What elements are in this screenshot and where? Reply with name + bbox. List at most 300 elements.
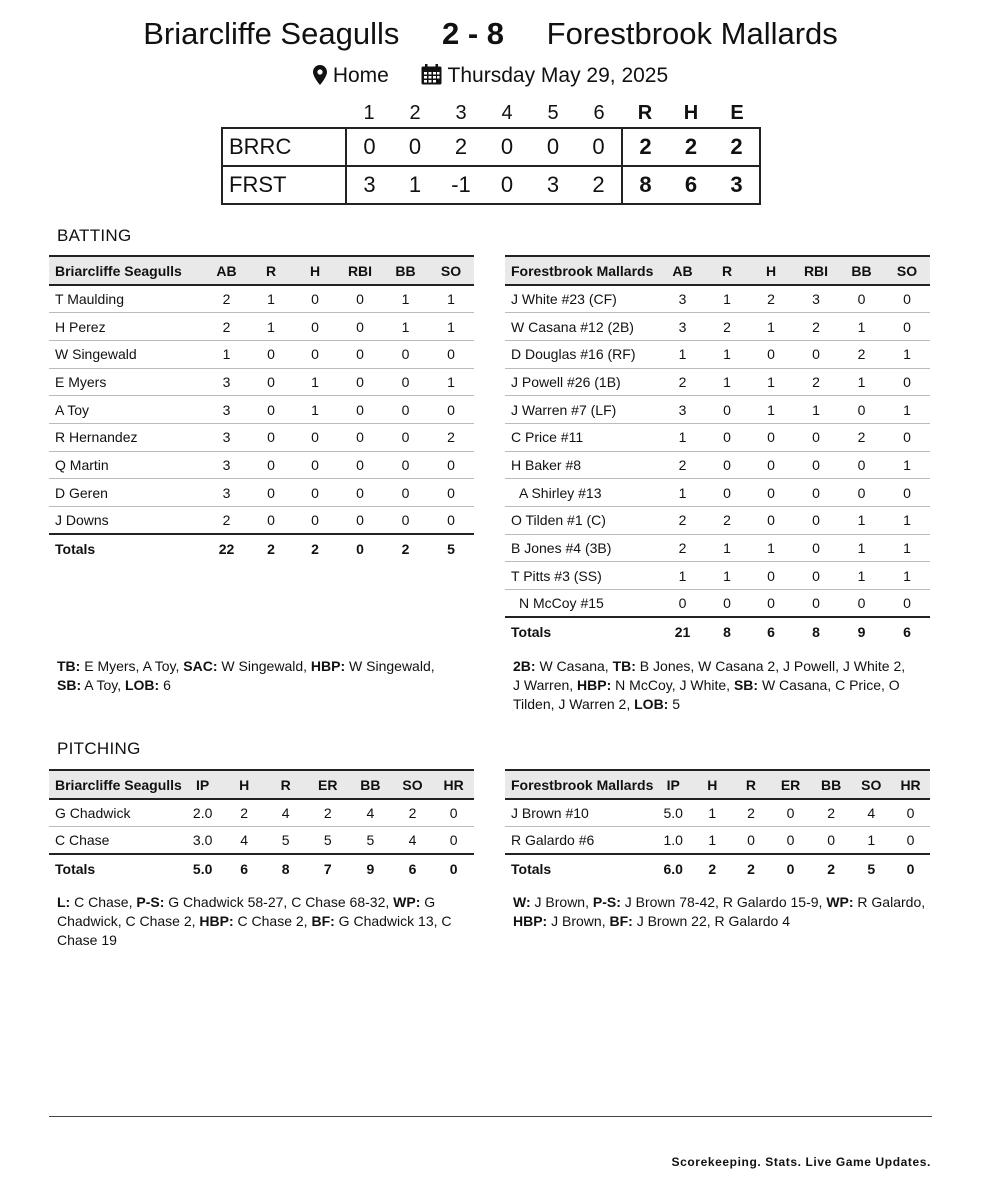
player-name: H Baker #8 <box>505 451 660 479</box>
linescore-errors: 2 <box>714 128 760 166</box>
table-row <box>505 799 930 827</box>
player-name: J Warren #7 (LF) <box>505 396 660 424</box>
stat-cell: 2 <box>749 285 793 313</box>
totals-cell: 8 <box>281 860 290 877</box>
table-row <box>505 451 930 479</box>
stat-cell: 0 <box>249 423 293 451</box>
stat-cell: 2 <box>793 368 839 396</box>
column-header: H <box>223 770 264 799</box>
note-key: LOB: <box>124 677 160 693</box>
note-key: P-S: <box>592 894 621 910</box>
stat-cell: 0 <box>793 451 839 479</box>
linescore-inning: 3 <box>530 166 576 204</box>
stat-cell: 1 <box>693 799 732 827</box>
stat-cell: 0 <box>891 799 930 827</box>
stat-cell: 0 <box>884 313 930 341</box>
totals-cell: 5.0 <box>192 860 213 877</box>
stat-cell: 2 <box>660 534 705 562</box>
note-key: TB: <box>57 658 81 674</box>
stat-cell: 1 <box>660 562 705 590</box>
note-value: J Brown, <box>530 894 593 910</box>
linescore-inning: 0 <box>392 128 438 166</box>
note-key: P-S: <box>136 894 165 910</box>
stat-cell: 0 <box>383 340 428 368</box>
pitching-table-home <box>505 769 930 882</box>
linescore-header: 6 <box>593 102 605 124</box>
note-key: HBP: <box>310 658 346 674</box>
player-name: D Geren <box>49 479 204 507</box>
batting-table-away <box>49 255 474 562</box>
stat-cell: 4 <box>265 799 306 827</box>
column-header: IP <box>182 770 224 799</box>
stat-cell: 0 <box>732 827 771 855</box>
stat-cell: 1 <box>383 313 428 341</box>
stat-cell: 0 <box>749 479 793 507</box>
column-header: RBI <box>793 256 839 285</box>
linescore-runs: 2 <box>622 128 668 166</box>
stat-cell: 1 <box>793 396 839 424</box>
stat-cell: 0 <box>839 479 884 507</box>
note-key: BF: <box>609 913 633 929</box>
table-row <box>49 285 474 313</box>
player-name: J Brown #10 <box>505 799 653 827</box>
table-row <box>49 368 474 396</box>
note-value: E Myers, A Toy, <box>80 658 184 674</box>
note-key: SAC: <box>183 658 218 674</box>
note-value: R Galardo, <box>853 894 926 910</box>
stat-cell: 1 <box>705 340 749 368</box>
linescore-table <box>221 100 761 205</box>
linescore-inning: 2 <box>438 128 484 166</box>
stat-cell: 0 <box>428 507 474 535</box>
stat-cell: 0 <box>749 451 793 479</box>
stat-cell: 0 <box>749 340 793 368</box>
note-value: 6 <box>159 677 171 693</box>
player-name: H Perez <box>49 313 204 341</box>
stat-cell: 0 <box>891 827 930 855</box>
home-team-name: Forestbrook Mallards <box>546 16 838 51</box>
stat-cell: 0 <box>249 479 293 507</box>
column-header: ER <box>306 770 349 799</box>
stat-cell: 1 <box>884 562 930 590</box>
column-header: R <box>705 256 749 285</box>
table-row <box>49 827 474 855</box>
player-name: J Downs <box>49 507 204 535</box>
column-header: SO <box>851 770 891 799</box>
stat-cell: 1 <box>428 285 474 313</box>
linescore-hits: 2 <box>668 128 714 166</box>
player-name: A Toy <box>49 396 204 424</box>
player-name: A Shirley #13 <box>505 479 660 507</box>
stat-cell: 3 <box>204 396 249 424</box>
stat-cell: 0 <box>749 562 793 590</box>
stat-cell: 1 <box>428 368 474 396</box>
stat-cell: 1 <box>293 368 337 396</box>
stat-cell: 0 <box>749 507 793 535</box>
linescore-inning: 0 <box>484 128 530 166</box>
table-row <box>505 368 930 396</box>
stat-cell: 1 <box>383 285 428 313</box>
stat-cell: 5 <box>265 827 306 855</box>
column-header: HR <box>891 770 930 799</box>
stat-cell: 1 <box>749 368 793 396</box>
column-header: R <box>732 770 771 799</box>
stat-cell: 3 <box>204 479 249 507</box>
stat-cell: 0 <box>884 479 930 507</box>
player-name: D Douglas #16 (RF) <box>505 340 660 368</box>
table-row <box>49 507 474 535</box>
stat-cell: 0 <box>428 396 474 424</box>
table-row <box>505 396 930 424</box>
stat-cell: 3 <box>793 285 839 313</box>
linescore-team: BRRC <box>222 128 346 166</box>
stat-cell: 0 <box>793 534 839 562</box>
totals-cell: 0 <box>786 860 795 877</box>
player-name: C Price #11 <box>505 423 660 451</box>
linescore-header: 5 <box>547 102 559 124</box>
footer-divider <box>49 1116 932 1117</box>
stat-cell: 4 <box>392 827 434 855</box>
table-row <box>505 313 930 341</box>
table-row <box>505 590 930 618</box>
linescore-hits: 6 <box>668 166 714 204</box>
stat-cell: 1 <box>660 479 705 507</box>
stat-cell: 0 <box>428 340 474 368</box>
stat-cell: 0 <box>793 479 839 507</box>
note-value: B Jones, W Casana 2, J Powell, J White 2, J Warren, <box>513 658 906 693</box>
note-key: HBP: <box>199 913 234 929</box>
stat-cell: 0 <box>293 451 337 479</box>
linescore-header: E <box>730 102 744 124</box>
away-team-name: Briarcliffe Seagulls <box>143 16 400 51</box>
stat-cell: 1 <box>839 507 884 535</box>
game-title <box>0 16 981 52</box>
batting-notes-home <box>513 657 908 714</box>
totals-cell: 2 <box>267 540 275 557</box>
note-key: SB: <box>57 677 82 693</box>
linescore-row-home <box>222 166 760 204</box>
stat-cell: 1 <box>249 313 293 341</box>
totals-row <box>49 854 474 882</box>
stat-cell: 3 <box>204 451 249 479</box>
note-key: HBP: <box>513 913 548 929</box>
stat-cell: 1 <box>705 285 749 313</box>
stat-cell: 0 <box>433 827 474 855</box>
stat-cell: 4 <box>349 799 392 827</box>
stat-cell: 2 <box>732 799 771 827</box>
stat-cell: 0 <box>749 590 793 618</box>
player-name: Q Martin <box>49 451 204 479</box>
table-row <box>505 562 930 590</box>
player-name: R Hernandez <box>49 423 204 451</box>
note-key: SB: <box>733 677 759 693</box>
table-row <box>505 827 930 855</box>
stat-cell: 4 <box>223 827 264 855</box>
stat-cell: 5.0 <box>653 799 693 827</box>
column-header: BB <box>383 256 428 285</box>
stat-cell: 0 <box>884 590 930 618</box>
batting-table-home <box>505 255 930 645</box>
linescore-header: 4 <box>501 102 513 124</box>
column-header: SO <box>428 256 474 285</box>
totals-cell: 22 <box>218 540 235 557</box>
note-key: BF: <box>311 913 335 929</box>
stat-cell: 0 <box>293 340 337 368</box>
linescore-header: 1 <box>363 102 375 124</box>
note-key: WP: <box>826 894 854 910</box>
note-key: TB: <box>612 658 636 674</box>
totals-row <box>505 854 930 882</box>
stat-cell: 0 <box>793 340 839 368</box>
column-header: ER <box>770 770 811 799</box>
game-meta <box>0 64 981 91</box>
stat-cell: 1 <box>705 562 749 590</box>
stat-cell: 3 <box>204 368 249 396</box>
stat-cell: 0 <box>293 507 337 535</box>
totals-cell: 2 <box>827 860 835 877</box>
stat-cell: 1 <box>693 827 732 855</box>
stat-cell: 0 <box>337 285 383 313</box>
footer-tagline: Scorekeeping. Stats. Live Game Updates. <box>671 1155 931 1169</box>
stat-cell: 1 <box>705 368 749 396</box>
location-text: Home <box>332 64 389 87</box>
table-row <box>505 340 930 368</box>
column-header-team: Briarcliffe Seagulls <box>49 256 204 285</box>
player-name: C Chase <box>49 827 182 855</box>
totals-cell: 6 <box>408 860 417 877</box>
stat-cell: 0 <box>249 396 293 424</box>
linescore-inning: 1 <box>392 166 438 204</box>
stat-cell: 2 <box>428 423 474 451</box>
note-key: L: <box>57 894 71 910</box>
stat-cell: 2 <box>306 799 349 827</box>
player-name: N McCoy #15 <box>505 590 660 618</box>
stat-cell: 2 <box>660 507 705 535</box>
stat-cell: 1 <box>660 340 705 368</box>
linescore-inning: 2 <box>576 166 622 204</box>
stat-cell: 0 <box>337 368 383 396</box>
stat-cell: 0 <box>428 451 474 479</box>
totals-cell: 0 <box>449 860 458 877</box>
note-key: LOB: <box>634 696 669 712</box>
column-header: H <box>293 256 337 285</box>
stat-cell: 2 <box>705 313 749 341</box>
player-name: R Galardo #6 <box>505 827 653 855</box>
totals-cell: 6.0 <box>663 860 683 877</box>
totals-cell: 2 <box>708 860 717 877</box>
stat-cell: 4 <box>851 799 891 827</box>
stat-cell: 2.0 <box>182 799 224 827</box>
stat-cell: 5 <box>306 827 349 855</box>
totals-row <box>505 617 930 645</box>
column-header: H <box>749 256 793 285</box>
linescore-inning: 0 <box>346 128 392 166</box>
totals-cell: 9 <box>366 860 375 877</box>
linescore-header: 2 <box>409 102 421 124</box>
table-row <box>49 423 474 451</box>
totals-cell: 6 <box>240 860 249 877</box>
stat-cell: 1 <box>851 827 891 855</box>
stat-cell: 1 <box>749 534 793 562</box>
note-value: N McCoy, J White, <box>611 677 734 693</box>
totals-cell: 0 <box>356 540 364 557</box>
stat-cell: 0 <box>884 423 930 451</box>
stat-cell: 1 <box>839 368 884 396</box>
stat-cell: 0 <box>705 451 749 479</box>
stat-cell: 2 <box>660 451 705 479</box>
batting-section-label: BATTING <box>57 226 132 245</box>
column-header: R <box>249 256 293 285</box>
stat-cell: 1 <box>660 423 705 451</box>
pitching-table-away <box>49 769 474 882</box>
stat-cell: 0 <box>293 313 337 341</box>
note-value: W Singewald, <box>217 658 311 674</box>
batting-notes-away <box>57 657 435 695</box>
pitching-notes-away <box>57 893 457 950</box>
stat-cell: 0 <box>293 423 337 451</box>
column-header: BB <box>349 770 392 799</box>
stat-cell: 1 <box>293 396 337 424</box>
stat-cell: 3.0 <box>182 827 224 855</box>
stat-cell: 0 <box>337 313 383 341</box>
stat-cell: 0 <box>249 451 293 479</box>
table-row <box>505 479 930 507</box>
note-value: C Chase, <box>70 894 137 910</box>
stat-cell: 1 <box>749 313 793 341</box>
stat-cell: 0 <box>293 479 337 507</box>
linescore-inning: -1 <box>438 166 484 204</box>
linescore-inning: 0 <box>484 166 530 204</box>
stat-cell: 0 <box>337 479 383 507</box>
table-row <box>49 396 474 424</box>
column-header-team: Briarcliffe Seagulls <box>49 770 182 799</box>
map-pin-icon <box>313 65 327 91</box>
totals-cell: 7 <box>323 860 332 877</box>
column-header: SO <box>392 770 434 799</box>
stat-cell: 2 <box>660 368 705 396</box>
player-name: W Singewald <box>49 340 204 368</box>
totals-cell: 2 <box>747 860 755 877</box>
note-value: C Chase 2, <box>233 913 312 929</box>
stat-cell: 0 <box>293 285 337 313</box>
totals-cell: 6 <box>767 623 775 640</box>
note-value: A Toy, <box>81 677 125 693</box>
column-header: SO <box>884 256 930 285</box>
pitching-section-label: PITCHING <box>57 739 141 758</box>
stat-cell: 0 <box>705 423 749 451</box>
stat-cell: 3 <box>660 285 705 313</box>
totals-cell: 9 <box>857 623 866 640</box>
stat-cell: 1 <box>428 313 474 341</box>
note-value: J Brown 22, R Galardo 4 <box>632 913 790 929</box>
table-row <box>49 451 474 479</box>
note-value: G Chadwick, C Chase 2, <box>57 894 436 929</box>
note-value: W Casana, <box>535 658 613 674</box>
stat-cell: 1 <box>705 534 749 562</box>
totals-cell: 5 <box>447 540 455 557</box>
stat-cell: 0 <box>839 451 884 479</box>
stat-cell: 0 <box>337 507 383 535</box>
note-value: G Chadwick 58-27, C Chase 68-32, <box>164 894 394 910</box>
stat-cell: 0 <box>705 590 749 618</box>
player-name: B Jones #4 (3B) <box>505 534 660 562</box>
stat-cell: 3 <box>204 423 249 451</box>
stat-cell: 2 <box>223 799 264 827</box>
player-name: E Myers <box>49 368 204 396</box>
stat-cell: 3 <box>660 313 705 341</box>
table-row <box>49 479 474 507</box>
stat-cell: 0 <box>770 827 811 855</box>
player-name: J Powell #26 (1B) <box>505 368 660 396</box>
pitching-notes-home <box>513 893 938 931</box>
stat-cell: 0 <box>428 479 474 507</box>
stat-cell: 0 <box>337 396 383 424</box>
note-value: 5 <box>668 696 681 712</box>
column-header: BB <box>839 256 884 285</box>
stat-cell: 0 <box>793 562 839 590</box>
table-row <box>49 313 474 341</box>
calendar-icon <box>421 64 442 91</box>
totals-cell: 2 <box>311 540 319 557</box>
stat-cell: 0 <box>793 507 839 535</box>
note-key: 2B: <box>513 658 536 674</box>
stat-cell: 0 <box>383 396 428 424</box>
stat-cell: 0 <box>811 827 852 855</box>
stat-cell: 0 <box>705 479 749 507</box>
stat-cell: 3 <box>660 396 705 424</box>
date-text: Thursday May 29, 2025 <box>447 64 669 87</box>
player-name: O Tilden #1 (C) <box>505 507 660 535</box>
stat-cell: 1.0 <box>653 827 693 855</box>
stat-cell: 0 <box>839 590 884 618</box>
stat-cell: 1 <box>204 340 249 368</box>
stat-cell: 0 <box>383 451 428 479</box>
linescore-inning: 0 <box>530 128 576 166</box>
linescore-header: R <box>637 102 653 124</box>
stat-cell: 0 <box>383 368 428 396</box>
stat-cell: 0 <box>660 590 705 618</box>
stat-cell: 0 <box>433 799 474 827</box>
linescore-header: H <box>683 102 699 124</box>
stat-cell: 2 <box>204 313 249 341</box>
stat-cell: 0 <box>884 368 930 396</box>
column-header-team: Forestbrook Mallards <box>505 256 660 285</box>
note-key: WP: <box>393 894 421 910</box>
note-key: HBP: <box>577 677 612 693</box>
totals-row <box>49 534 474 562</box>
column-header: R <box>265 770 306 799</box>
totals-label: Totals <box>55 540 96 557</box>
stat-cell: 2 <box>839 423 884 451</box>
final-score: 2 - 8 <box>441 16 505 51</box>
player-name: T Pitts #3 (SS) <box>505 562 660 590</box>
linescore-team: FRST <box>222 166 346 204</box>
stat-cell: 1 <box>884 507 930 535</box>
stat-cell: 1 <box>884 396 930 424</box>
totals-cell: 6 <box>903 623 911 640</box>
note-value: J Brown 78-42, R Galardo 15-9, <box>620 894 827 910</box>
linescore-inning: 3 <box>346 166 392 204</box>
note-key: W: <box>513 894 531 910</box>
stat-cell: 0 <box>337 340 383 368</box>
column-header-team: Forestbrook Mallards <box>505 770 653 799</box>
player-name: W Casana #12 (2B) <box>505 313 660 341</box>
player-name: T Maulding <box>49 285 204 313</box>
stat-cell: 0 <box>884 285 930 313</box>
note-value: G Chadwick 13, C Chase 19 <box>57 913 452 948</box>
totals-label: Totals <box>511 623 552 640</box>
totals-cell: 21 <box>674 623 691 640</box>
